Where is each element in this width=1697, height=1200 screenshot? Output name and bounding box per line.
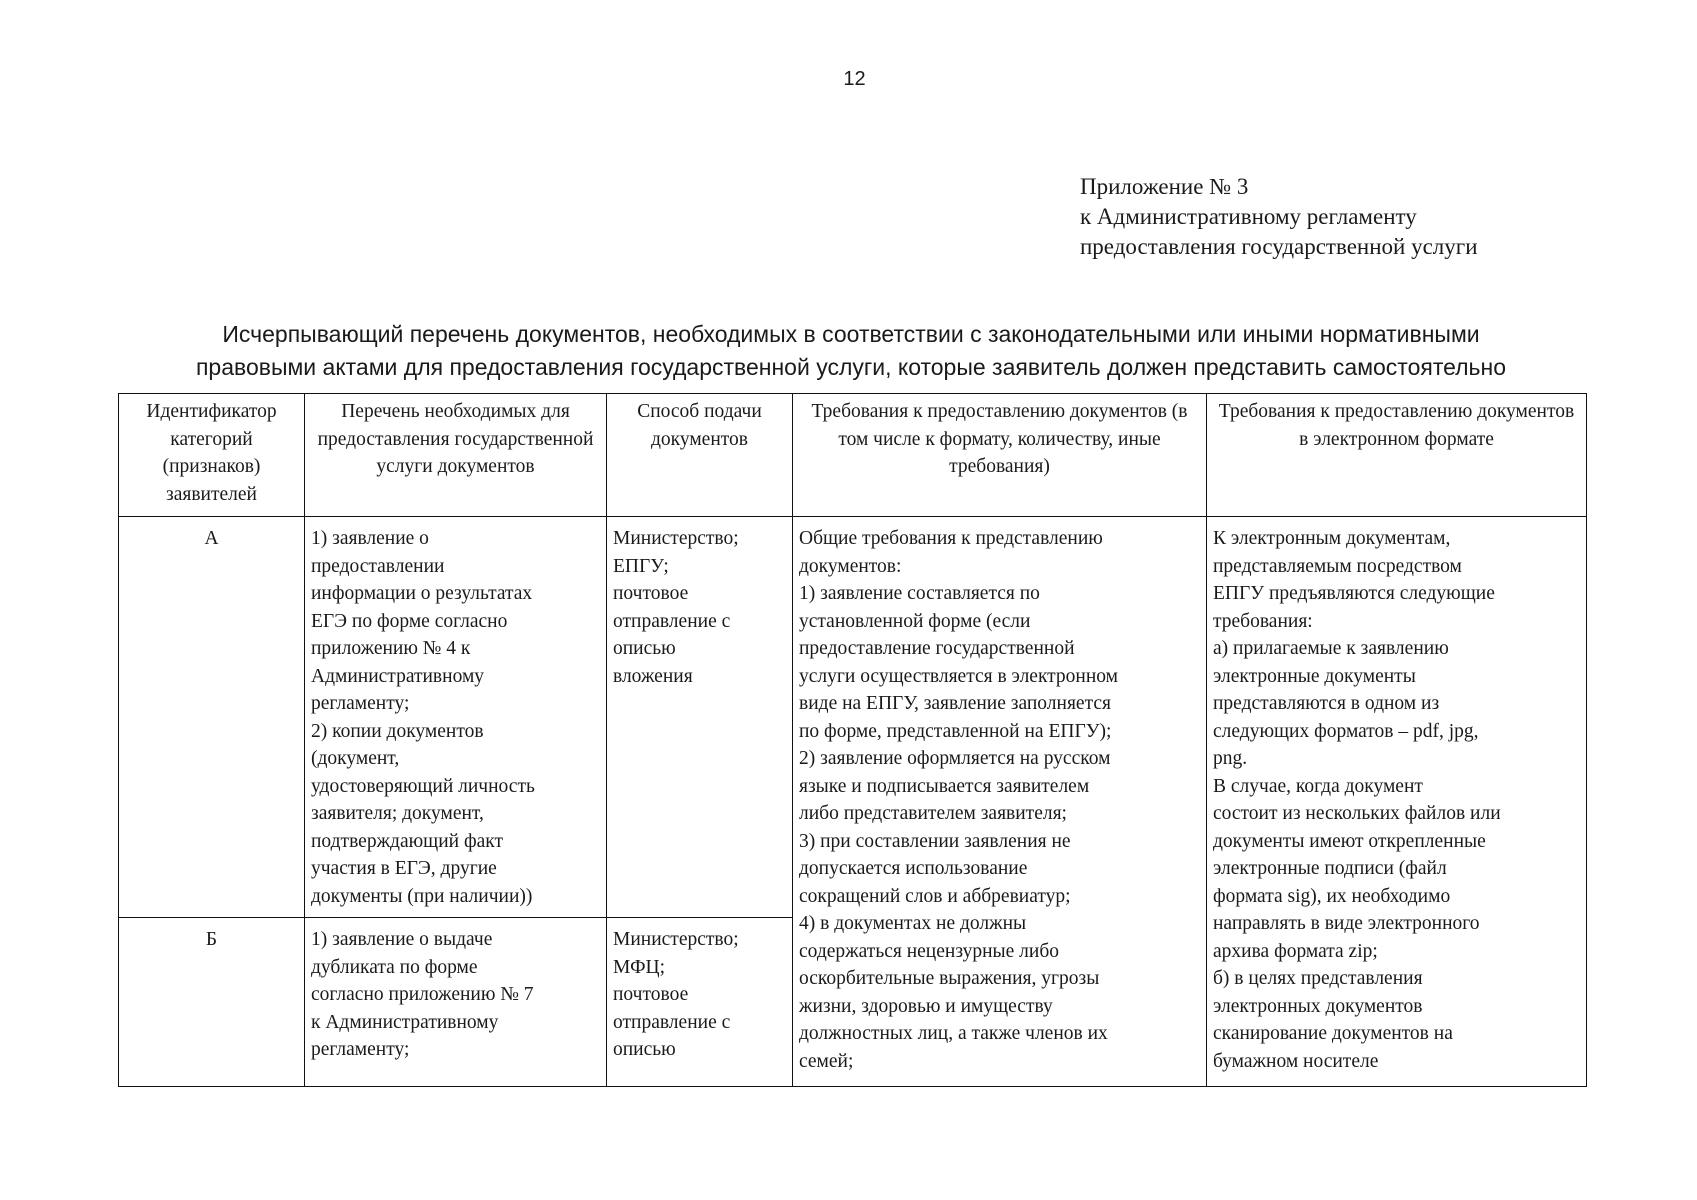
appendix-line-3: предоставления государственной услуги [1080,234,1478,259]
page-number: 12 [843,68,866,90]
title-line-1: Исчерпывающий перечень документов, необходимых в соответствии с законодательными или иными нормативными [222,321,1480,347]
document-title [120,318,1582,384]
title-line-2: правовыми актами для предоставления государственной услуги, которые заявитель должен представить самостоятельно [195,354,1507,380]
header-method: Способ подачи документов [607,394,793,517]
electronic-requirements-cell: К электронным документам, представляемым посредством ЕПГУ предъявляются следующие требования: а) прилагаемые к заявлению электронные документы представляются в одном из следующих форматов – pdf, jpg, png. В случае, когда документ состоит из нескольких файлов или документы имеют открепленные электронные подписи (файл формата sig), их необходимо направлять в виде электронного архива формата zip; б) в целях представления электронных документов сканирование документов на бумажном носителе [1207,517,1587,1087]
table-row [119,517,1587,918]
appendix-header [1080,172,1478,262]
method-cell: Министерство; МФЦ; почтовое отправление с описью [607,918,793,1087]
documents-cell: 1) заявление о выдаче дубликата по форме согласно приложению № 7 к Административному регламенту; [305,918,607,1087]
header-requirements: Требования к предоставлению документов (в том числе к формату, количеству, иные требования) [793,394,1207,517]
method-cell: Министерство; ЕПГУ; почтовое отправление с описью вложения [607,517,793,918]
table-header-row [119,394,1587,517]
header-category: Идентификатор категорий (признаков) заявителей [119,394,305,517]
header-electronic: Требования к предоставлению документов в электронном формате [1207,394,1587,517]
general-requirements-cell: Общие требования к представлению документов: 1) заявление составляется по установленной форме (если предоставление государственной услуги осуществляется в электронном виде на ЕПГУ, заявление заполняется по форме, представленной на ЕПГУ); 2) заявление оформляется на русском языке и подписывается заявителем либо представителем заявителя; 3) при составлении заявления не допускается использование сокращений слов и аббревиатур; 4) в документах не должны содержаться нецензурные либо оскорбительные выражения, угрозы жизни, здоровью и имуществу должностных лиц, а также членов их семей; [793,517,1207,1087]
appendix-line-2: к Административному регламенту [1080,204,1417,229]
appendix-line-1: Приложение № 3 [1080,174,1249,199]
documents-table [118,393,1587,1087]
category-cell: Б [119,918,305,1087]
header-documents: Перечень необходимых для предоставления государственной услуги документов [305,394,607,517]
documents-cell: 1) заявление о предоставлении информации о результатах ЕГЭ по форме согласно приложению № 4 к Административному регламенту; 2) копии документов (документ, удостоверяющий личность заявителя; документ, подтверждающий факт участия в ЕГЭ, другие документы (при наличии)) [305,517,607,918]
category-cell: А [119,517,305,918]
